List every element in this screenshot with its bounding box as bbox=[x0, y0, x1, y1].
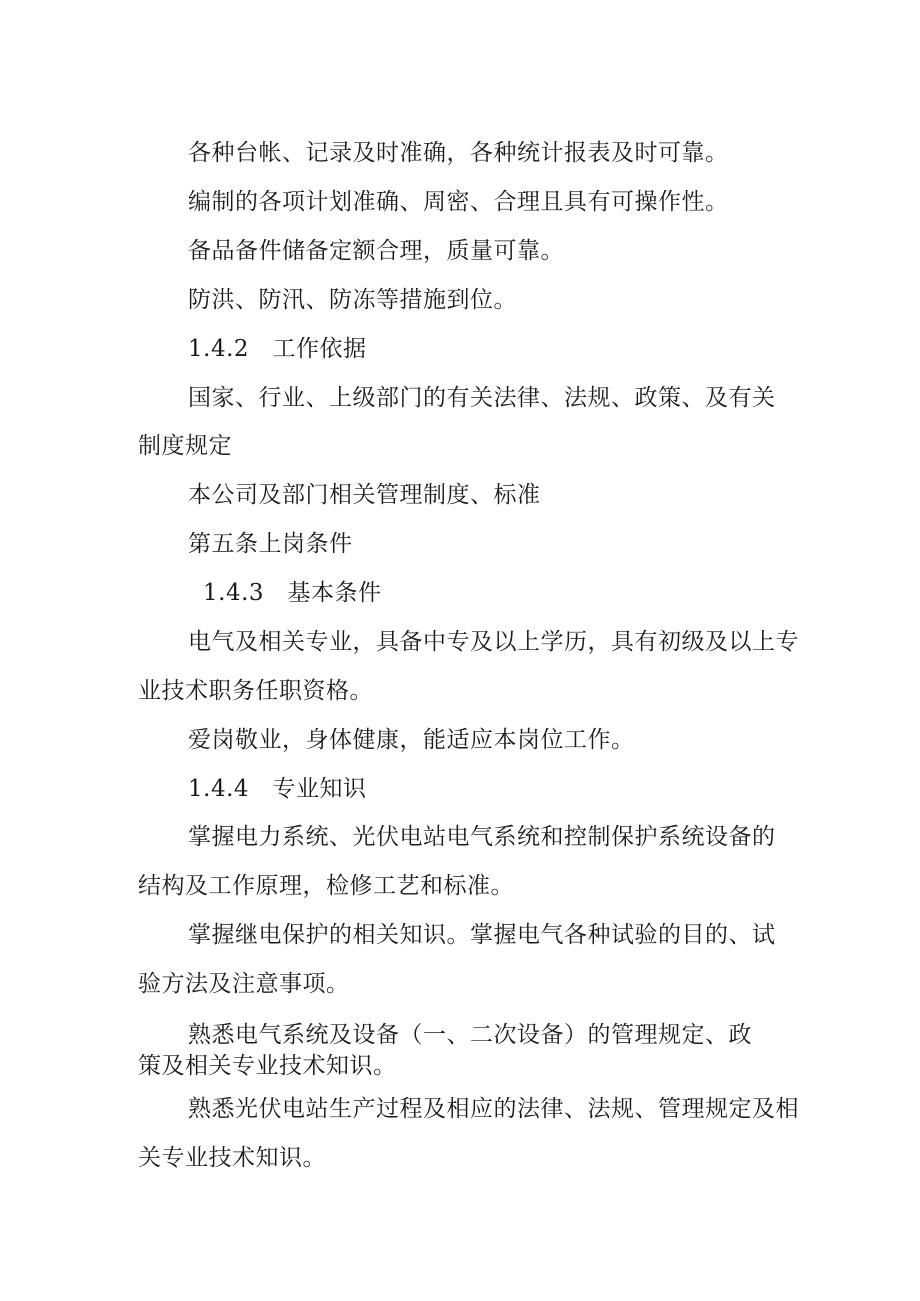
text-line: 各种台帐、记录及时准确，各种统计报表及时可靠。 bbox=[188, 140, 729, 166]
text-line: 验方法及注意事项。 bbox=[138, 971, 350, 997]
text-line: 爱岗敬业，身体健康，能适应本岗位工作。 bbox=[188, 727, 635, 753]
text-line: 电气及相关专业，具备中专及以上学历，具有初级及以上专 bbox=[188, 629, 799, 655]
text-line: 国家、行业、上级部门的有关法律、法规、政策、及有关 bbox=[188, 385, 776, 411]
text-line: 结构及工作原理，检修工艺和标准。 bbox=[138, 873, 514, 899]
text-line: 关专业技术知识。 bbox=[138, 1145, 326, 1171]
section-heading: 1.4.2 工作依据 bbox=[188, 336, 367, 362]
text-line: 业技术职务任职资格。 bbox=[138, 678, 373, 704]
text-line: 备品备件储备定额合理，质量可靠。 bbox=[188, 238, 564, 264]
text-line: 防洪、防汛、防冻等措施到位。 bbox=[188, 287, 517, 313]
text-line: 编制的各项计划准确、周密、合理且具有可操作性。 bbox=[188, 189, 729, 215]
section-heading: 1.4.3 基本条件 bbox=[203, 580, 382, 606]
text-line: 本公司及部门相关管理制度、标准 bbox=[188, 482, 541, 508]
text-line: 制度规定 bbox=[138, 433, 232, 459]
article-heading: 第五条上岗条件 bbox=[188, 531, 353, 557]
text-line: 掌握继电保护的相关知识。掌握电气各种试验的目的、试 bbox=[188, 922, 776, 948]
section-heading: 1.4.4 专业知识 bbox=[188, 776, 367, 802]
text-line: 熟悉电气系统及设备（一、二次设备）的管理规定、政 bbox=[188, 1022, 752, 1048]
text-line: 策及相关专业技术知识。 bbox=[138, 1053, 397, 1079]
text-line: 熟悉光伏电站生产过程及相应的法律、法规、管理规定及相 bbox=[188, 1096, 799, 1122]
text-line: 掌握电力系统、光伏电站电气系统和控制保护系统设备的 bbox=[188, 824, 776, 850]
